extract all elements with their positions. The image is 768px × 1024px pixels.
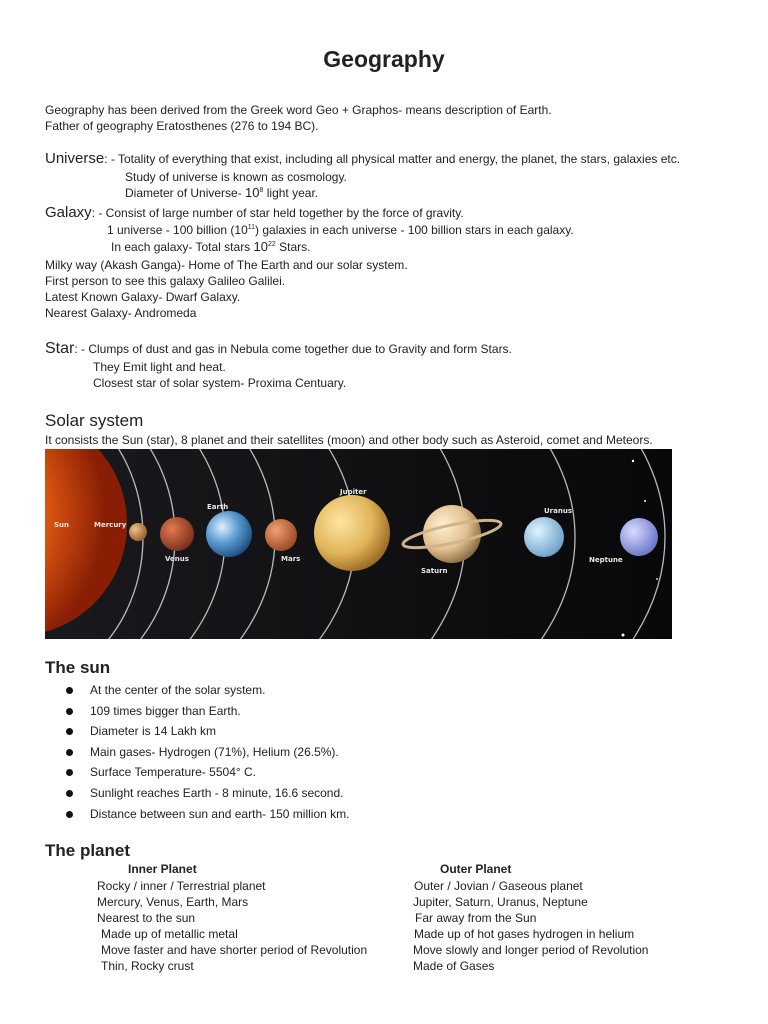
outer-planet-heading: Outer Planet: [440, 862, 512, 876]
solar-system-description: It consists the Sun (star), 8 planet and their satellites (moon) and other body such as Asteroid, comet and Meteors.: [45, 433, 653, 447]
galaxy-term: Galaxy: [45, 204, 92, 221]
uranus-label: Uranus: [544, 507, 572, 515]
outer-planet-row: Made of Gases: [413, 959, 495, 973]
cosmology-line: Study of universe is known as cosmology.: [125, 170, 347, 184]
universe-definition: Universe: - Totality of everything that exist, including all physical matter and energy, the planet, the stars, galaxies etc.: [45, 150, 681, 167]
inner-planet-row: Nearest to the sun: [97, 911, 196, 925]
star-line-2: They Emit light and heat.: [93, 360, 226, 374]
inner-planet-row: Made up of metallic metal: [101, 927, 238, 941]
list-item: Diameter is 14 Lakh km: [62, 723, 349, 744]
bullet-icon: [66, 749, 73, 756]
outer-planet-row: Move slowly and longer period of Revolution: [413, 943, 649, 957]
galaxy-fact: First person to see this galaxy Galileo Galilei.: [45, 274, 286, 288]
page-title: Geography: [323, 46, 445, 72]
mercury-label: Mercury: [94, 521, 127, 529]
inner-planet-row: Move faster and have shorter period of Revolution: [101, 943, 368, 957]
galaxy-fact: Milky way (Akash Ganga)- Home of The Earth and our solar system.: [45, 258, 408, 272]
bullet-icon: [66, 728, 73, 735]
bullet-icon: [66, 708, 73, 715]
inner-planet-row: Rocky / inner / Terrestrial planet: [97, 879, 266, 893]
star-definition: Star: - Clumps of dust and gas in Nebula come together due to Gravity and form Stars.: [45, 340, 512, 357]
galaxy-count-line: 1 universe - 100 billion $(10^{11})$ galaxies in each universe - 100 billion stars in each galaxy.: [107, 223, 574, 237]
sun-label: Sun: [54, 521, 70, 529]
outer-planet-row: Far away from the Sun: [415, 911, 537, 925]
bullet-icon: [66, 769, 73, 776]
mars-icon: [265, 519, 297, 551]
bullet-icon: [66, 687, 73, 694]
list-item: Sunlight reaches Earth - 8 minute, 16.6 second.: [62, 785, 349, 806]
list-item: Distance between sun and earth- 150 million km.: [62, 806, 349, 827]
outer-planet-row: Outer / Jovian / Gaseous planet: [414, 879, 583, 893]
inner-planet-row: Mercury, Venus, Earth, Mars: [97, 895, 249, 909]
inner-planet-row: Thin, Rocky crust: [101, 959, 194, 973]
solar-system-heading: Solar system: [45, 411, 144, 430]
jupiter-icon: [314, 495, 390, 571]
list-item: Surface Temperature- 5504° C.: [62, 764, 349, 785]
earth-icon: [206, 511, 252, 557]
bullet-icon: [66, 811, 73, 818]
galaxy-fact: Nearest Galaxy- Andromeda: [45, 306, 197, 320]
intro-line-1: Geography has been derived from the Greek word Geo + Graphos- means description of Earth.: [45, 103, 552, 117]
galaxy-definition: Galaxy: - Consist of large number of star held together by the force of gravity.: [45, 204, 464, 221]
venus-label: Venus: [165, 555, 189, 563]
planet-heading: The planet: [45, 841, 131, 860]
sun-heading: The sun: [45, 658, 111, 677]
outer-planet-row: Made up of hot gases hydrogen in helium: [414, 927, 635, 941]
inner-planet-heading: Inner Planet: [128, 862, 197, 876]
star-line-3: Closest star of solar system- Proxima Centuary.: [93, 376, 347, 390]
neptune-icon: [620, 518, 658, 556]
venus-icon: [160, 517, 194, 551]
universe-term: Universe: [45, 150, 105, 167]
bullet-icon: [66, 790, 73, 797]
list-item: Main gases- Hydrogen (71%), Helium (26.5%).: [62, 744, 349, 765]
universe-diameter: Diameter of Universe- $10^8$ light year.: [125, 185, 319, 200]
mars-label: Mars: [281, 555, 301, 563]
list-item: 109 times bigger than Earth.: [62, 703, 349, 724]
mercury-icon: [129, 523, 147, 541]
neptune-label: Neptune: [589, 556, 623, 564]
galaxy-fact: Latest Known Galaxy- Dwarf Galaxy.: [45, 290, 241, 304]
intro-line-2: Father of geography Eratosthenes (276 to 194 BC).: [45, 119, 319, 133]
solar-system-image: [45, 449, 672, 639]
list-item: At the center of the solar system.: [62, 682, 349, 703]
outer-planet-row: Jupiter, Saturn, Uranus, Neptune: [413, 895, 588, 909]
star-term: Star: [45, 340, 75, 357]
sun-facts-list: [62, 682, 349, 826]
uranus-icon: [524, 517, 564, 557]
jupiter-label: Jupiter: [340, 488, 367, 496]
earth-label: Earth: [207, 503, 229, 511]
galaxy-stars-line: In each galaxy- Total stars $10^{22}$ Stars.: [111, 239, 311, 254]
saturn-label: Saturn: [421, 567, 448, 575]
